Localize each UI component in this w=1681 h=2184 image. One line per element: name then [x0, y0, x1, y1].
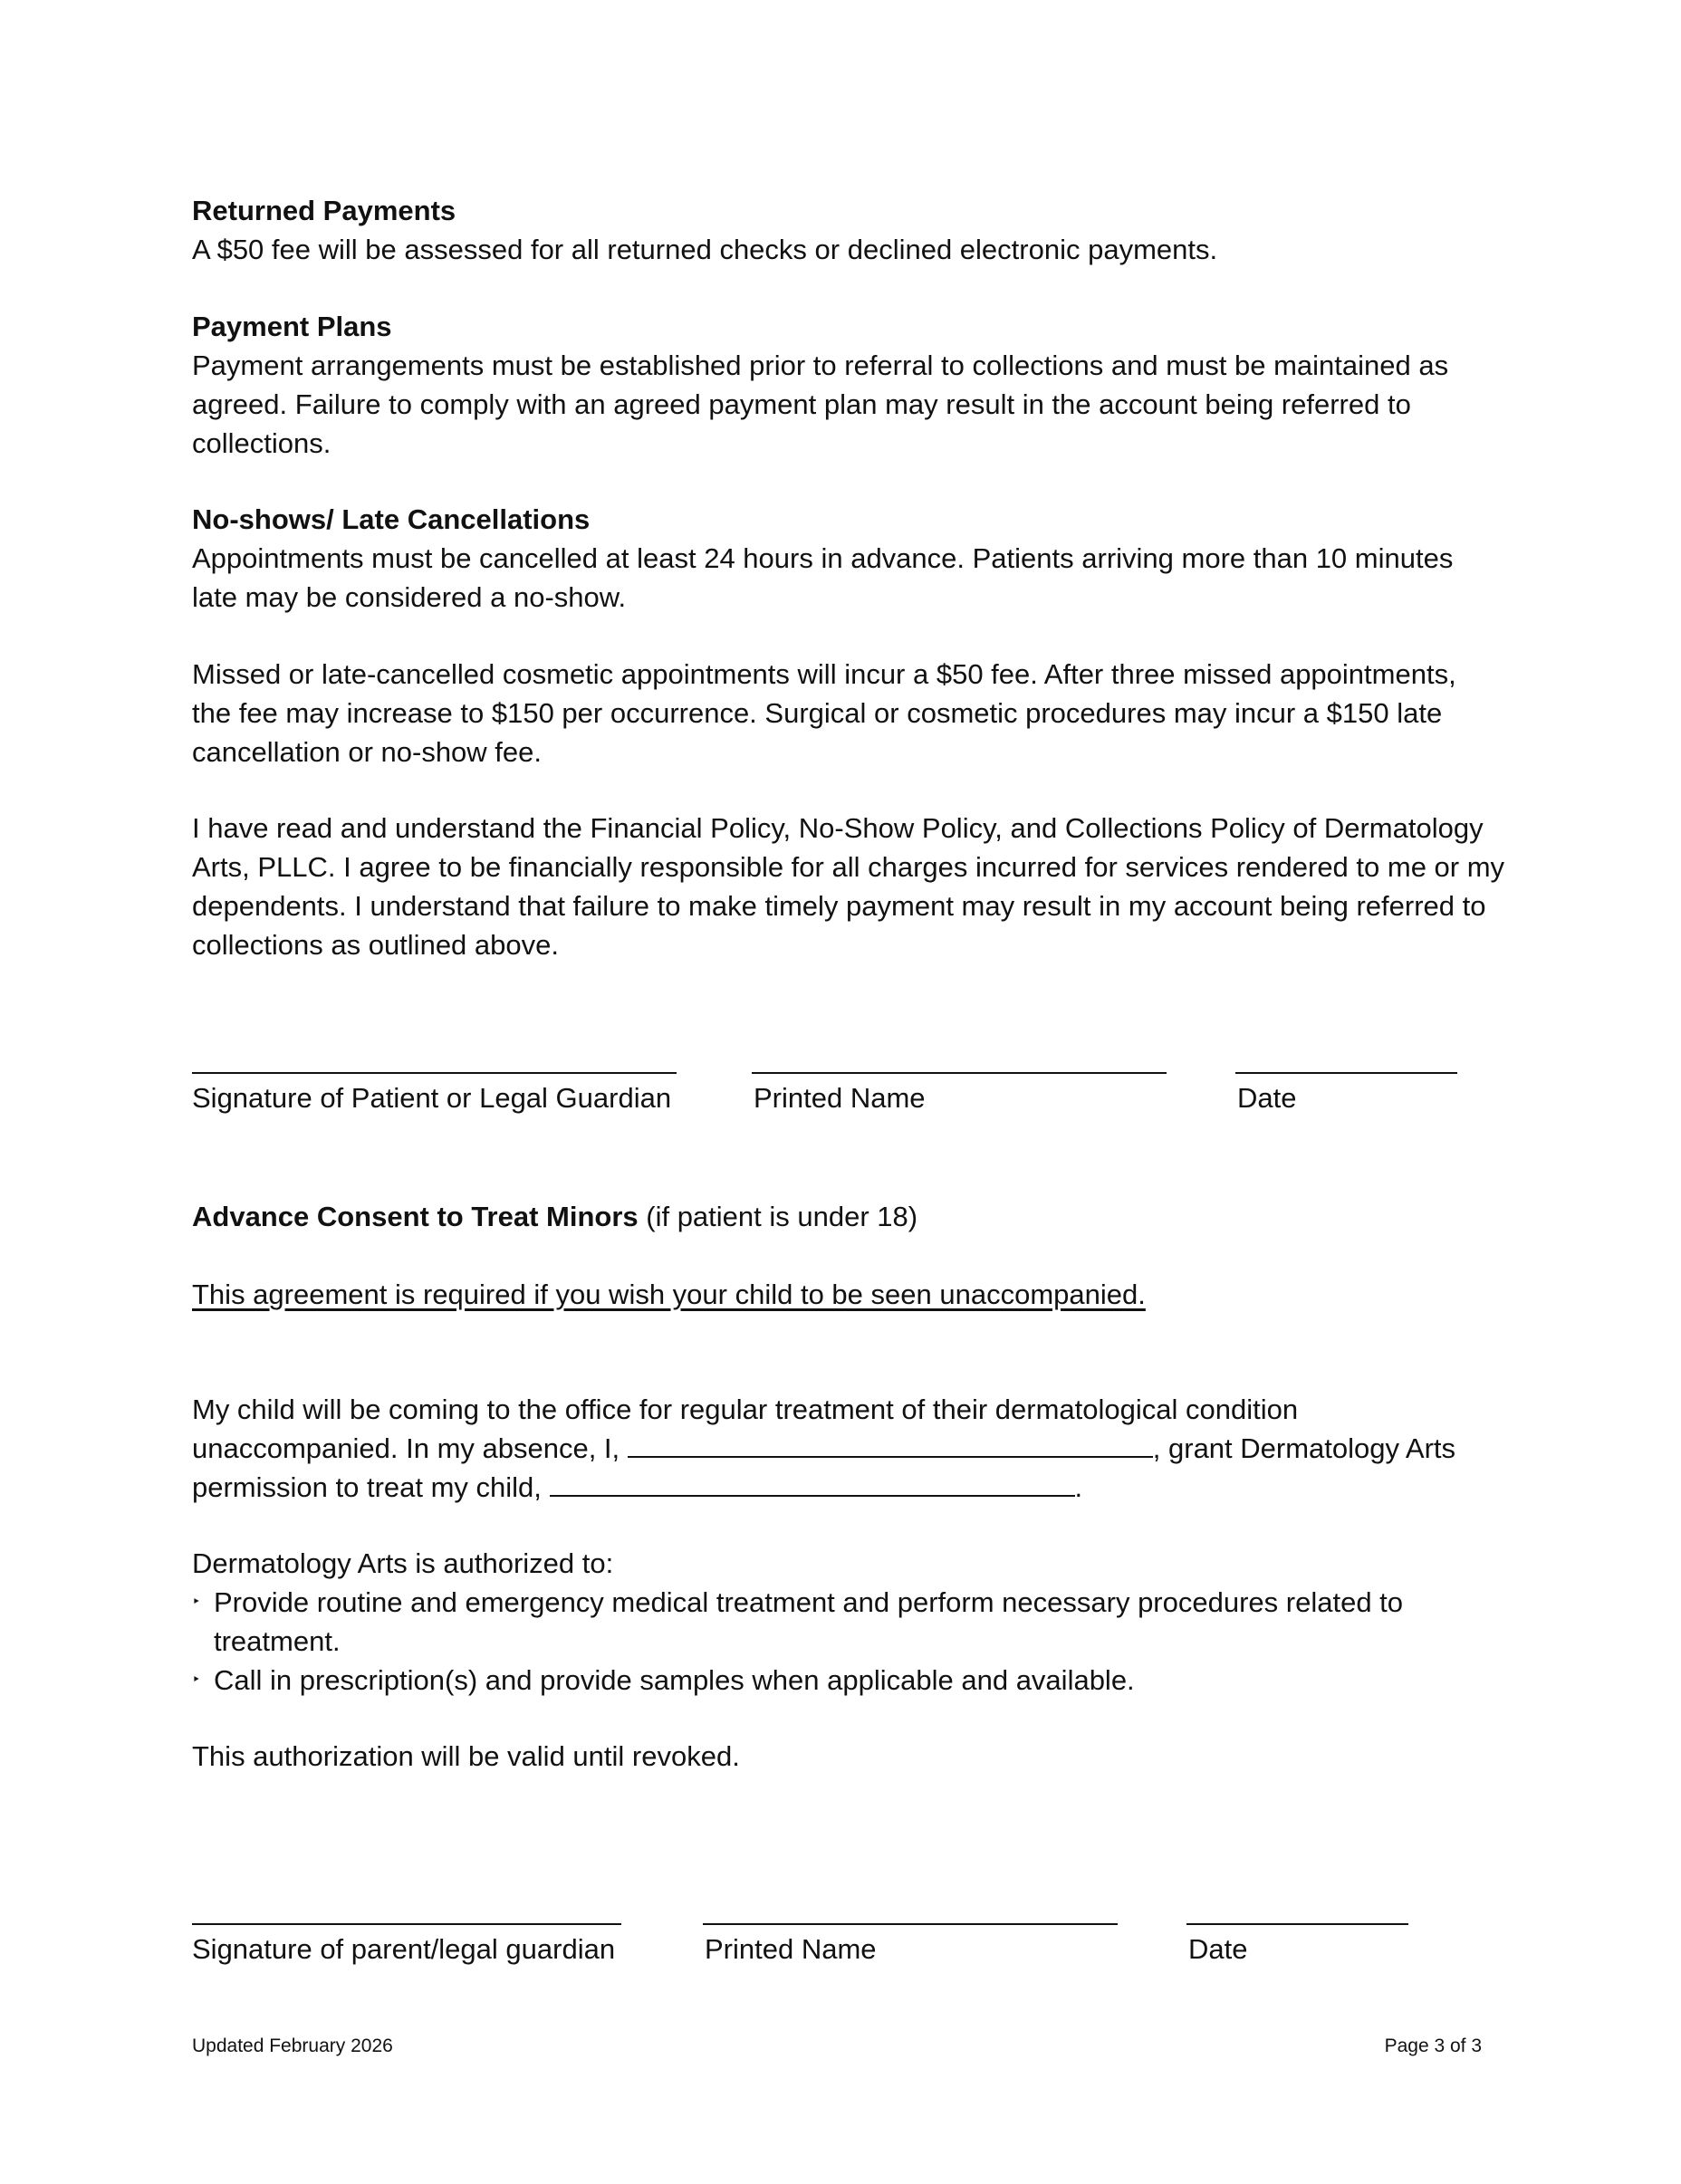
authorized-list-item [192, 1583, 1469, 1661]
bullet-icon: ‣ [192, 1595, 201, 1610]
guardian-signature-label: Signature of parent/legal guardian [192, 1933, 616, 1965]
consent-text-part-3: . [1074, 1471, 1083, 1503]
patient-signature-label: Signature of Patient or Legal Guardian [192, 1082, 672, 1114]
returned-payments-text: A $50 fee will be assessed for all returned checks or declined electronic payments. [192, 234, 1218, 265]
date-label-2: Date [1188, 1933, 1248, 1965]
date-line[interactable] [1235, 1072, 1457, 1074]
authorized-list [192, 1583, 1469, 1700]
printed-name-label: Printed Name [754, 1082, 926, 1114]
minors-heading: Advance Consent to Treat Minors [192, 1201, 639, 1232]
no-shows-heading: No-shows/ Late Cancellations [192, 503, 591, 535]
payment-plans-heading: Payment Plans [192, 311, 392, 342]
returned-payments-heading: Returned Payments [192, 195, 456, 226]
footer-updated: Updated February 2026 [192, 2036, 393, 2056]
no-shows-text-2: Missed or late-cancelled cosmetic appointments will incur a $50 fee. After three missed appointments, the fee may increase to $150 per occurrence. Surgical or cosmetic procedures may incur a $150 late cancellation or no-show fee. [192, 658, 1456, 768]
guardian-name-blank[interactable] [628, 1429, 1153, 1458]
minors-heading-note: (if patient is under 18) [638, 1201, 918, 1232]
minors-requirement: This agreement is required if you wish your child to be seen unaccompanied. [192, 1279, 1146, 1310]
payment-plans-text: Payment arrangements must be established prior to referral to collections and must be maintained as agreed. Failure to comply with an agreed payment plan may result in the account being referred to collections. [192, 350, 1449, 459]
authorized-item-text: Call in prescription(s) and provide samples when applicable and available. [214, 1664, 1135, 1696]
no-shows-text-1: Appointments must be cancelled at least 24 hours in advance. Patients arriving more than 10 minutes late may be considered a no-show. [192, 542, 1454, 613]
authorized-intro: Dermatology Arts is authorized to: [192, 1547, 614, 1579]
authorized-item-text: Provide routine and emergency medical treatment and perform necessary procedures related to treatment. [214, 1586, 1404, 1657]
minors-consent-paragraph [192, 1390, 1478, 1507]
footer-page-number: Page 3 of 3 [1384, 2036, 1482, 2056]
consent-text-part-1: My child will be coming to the office for regular treatment of their dermatological condition unaccompanied. In my absence, I, [192, 1394, 1299, 1464]
acknowledgement-text: I have read and understand the Financial Policy, No-Show Policy, and Collections Policy of Dermatology Arts, PLLC. I agree to be financially responsible for all charges incurred for services rendered to me or my dependents. I understand that failure to make timely payment may result in my account being referred to collections as outlined above. [192, 812, 1505, 961]
date-line-2[interactable] [1186, 1923, 1408, 1925]
minors-heading-line [192, 1197, 1496, 1236]
printed-name-line[interactable] [752, 1072, 1167, 1074]
authorization-validity: This authorization will be valid until revoked. [192, 1740, 740, 1772]
printed-name-line-2[interactable] [703, 1923, 1118, 1925]
date-label: Date [1237, 1082, 1297, 1114]
bullet-icon: ‣ [192, 1672, 201, 1688]
patient-signature-line[interactable] [192, 1072, 677, 1074]
child-name-blank[interactable] [550, 1468, 1075, 1497]
authorized-list-item [192, 1661, 1469, 1700]
consent-text-part-2: , grant Dermatology Arts permission to treat my child, [192, 1432, 1456, 1503]
minors-requirement-line [192, 1275, 1496, 1314]
guardian-signature-line[interactable] [192, 1923, 621, 1925]
printed-name-label-2: Printed Name [705, 1933, 877, 1965]
